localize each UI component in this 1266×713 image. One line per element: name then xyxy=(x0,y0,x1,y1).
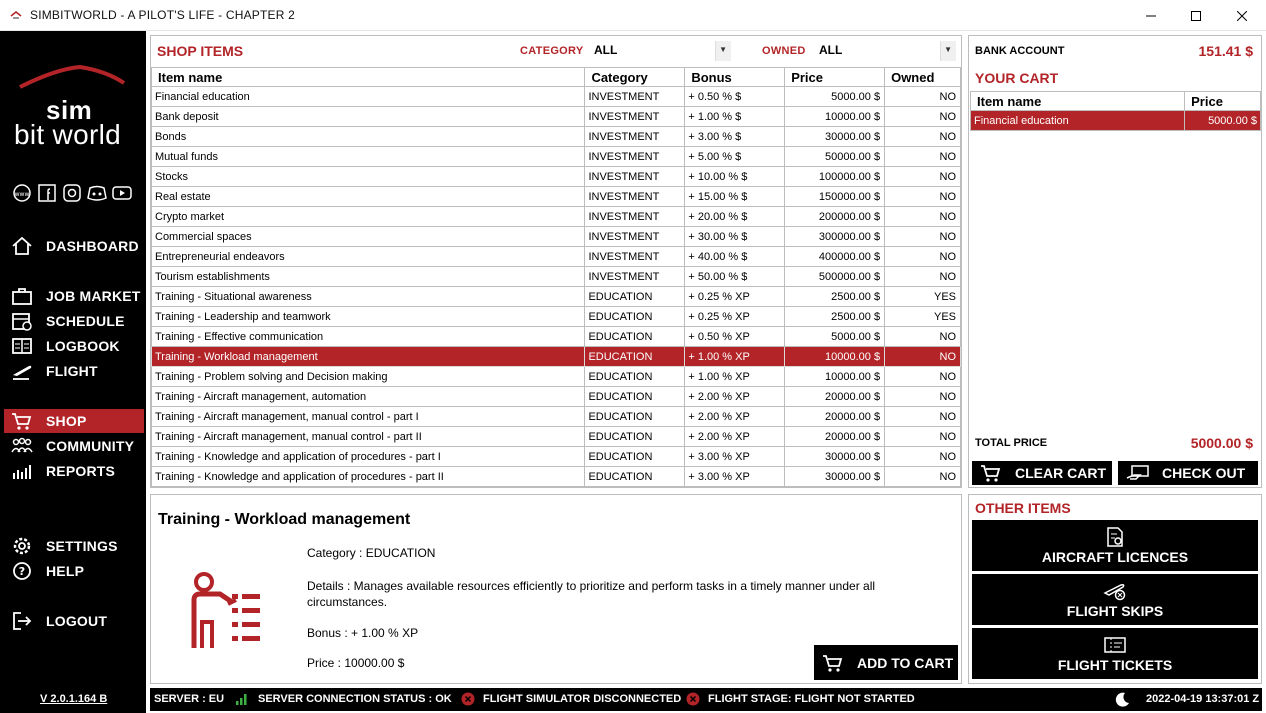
cart-column-item-name[interactable]: Item name xyxy=(971,92,1185,111)
cell-category: INVESTMENT xyxy=(585,227,685,247)
flight-stage-status: FLIGHT STAGE: FLIGHT NOT STARTED xyxy=(708,693,915,705)
cart-table xyxy=(970,91,1261,131)
nav-logout[interactable] xyxy=(4,609,144,633)
table-row[interactable] xyxy=(152,147,961,167)
cell-category: INVESTMENT xyxy=(585,267,685,287)
cell-item-name: Tourism establishments xyxy=(152,267,585,287)
owned-filter-label: OWNED xyxy=(762,45,806,57)
cell-owned: NO xyxy=(885,407,961,427)
briefcase-icon xyxy=(8,285,36,307)
cell-bonus: + 15.00 % $ xyxy=(685,187,785,207)
cell-category: INVESTMENT xyxy=(585,167,685,187)
nav-community-label: COMMUNITY xyxy=(46,438,135,454)
cell-bonus: + 1.00 % XP xyxy=(685,367,785,387)
table-row[interactable] xyxy=(152,407,961,427)
cell-price: 20000.00 $ xyxy=(785,387,885,407)
table-row[interactable] xyxy=(152,307,961,327)
cell-price: 300000.00 $ xyxy=(785,227,885,247)
cell-item-name: Real estate xyxy=(152,187,585,207)
cell-price: 30000.00 $ xyxy=(785,447,885,467)
cell-bonus: + 0.50 % $ xyxy=(685,87,785,107)
cell-bonus: + 40.00 % $ xyxy=(685,247,785,267)
cell-item-name: Entrepreneurial endeavors xyxy=(152,247,585,267)
cell-owned: NO xyxy=(885,467,961,487)
nav-schedule[interactable] xyxy=(4,309,144,333)
cell-owned: NO xyxy=(885,247,961,267)
utc-datetime: 2022-04-19 13:37:01 Z xyxy=(1146,693,1260,705)
checkout-button[interactable] xyxy=(1118,461,1258,485)
cell-price: 20000.00 $ xyxy=(785,427,885,447)
licence-document-icon xyxy=(1104,527,1126,547)
nav-reports[interactable] xyxy=(4,459,144,483)
nav-shop-label: SHOP xyxy=(46,413,87,429)
gear-icon xyxy=(8,535,36,557)
cart-header-row xyxy=(971,92,1261,111)
cell-category: INVESTMENT xyxy=(585,147,685,167)
cell-price: 500000.00 $ xyxy=(785,267,885,287)
cell-item-name: Training - Aircraft management, manual control - part I xyxy=(152,407,585,427)
logout-icon xyxy=(8,610,36,632)
cell-owned: NO xyxy=(885,347,961,367)
youtube-icon[interactable] xyxy=(112,183,132,203)
nav-schedule-label: SCHEDULE xyxy=(46,313,125,329)
nav-settings-label: SETTINGS xyxy=(46,538,118,554)
clear-cart-button[interactable] xyxy=(972,461,1112,485)
close-icon xyxy=(1237,11,1247,21)
cell-owned: NO xyxy=(885,387,961,407)
simulator-status: FLIGHT SIMULATOR DISCONNECTED xyxy=(483,693,682,705)
cell-owned: NO xyxy=(885,267,961,287)
cell-owned: NO xyxy=(885,187,961,207)
cell-price: 200000.00 $ xyxy=(785,207,885,227)
cell-price: 20000.00 $ xyxy=(785,407,885,427)
cell-item-name: Training - Aircraft management, automation xyxy=(152,387,585,407)
cell-price: 2500.00 $ xyxy=(785,287,885,307)
cell-bonus: + 2.00 % XP xyxy=(685,427,785,447)
cell-category: EDUCATION xyxy=(585,387,685,407)
plane-takeoff-icon xyxy=(8,360,36,382)
table-row[interactable] xyxy=(152,167,961,187)
flight-skips-label: FLIGHT SKIPS xyxy=(1066,602,1164,619)
logo xyxy=(14,65,134,153)
cell-category: EDUCATION xyxy=(585,467,685,487)
cell-category: INVESTMENT xyxy=(585,187,685,207)
cart-row[interactable] xyxy=(971,111,1261,131)
logbook-icon xyxy=(8,335,36,357)
cell-item-name: Training - Aircraft management, manual control - part II xyxy=(152,427,585,447)
cell-category: EDUCATION xyxy=(585,307,685,327)
total-price-label: TOTAL PRICE xyxy=(975,437,1048,449)
column-header-price[interactable]: Price xyxy=(785,68,885,87)
table-row[interactable] xyxy=(152,287,961,307)
maximize-button[interactable] xyxy=(1173,0,1219,31)
cell-owned: YES xyxy=(885,287,961,307)
website-icon[interactable] xyxy=(12,183,32,203)
detail-bonus: Bonus : + 1.00 % XP xyxy=(307,626,419,640)
bank-account-value: 151.41 $ xyxy=(1198,43,1253,59)
cell-bonus: + 2.00 % XP xyxy=(685,387,785,407)
cell-item-name: Training - Leadership and teamwork xyxy=(152,307,585,327)
close-button[interactable] xyxy=(1219,0,1265,31)
connection-status: SERVER CONNECTION STATUS : OK xyxy=(258,693,452,705)
title-bar xyxy=(0,0,1266,31)
cell-bonus: + 20.00 % $ xyxy=(685,207,785,227)
table-row[interactable] xyxy=(152,387,961,407)
table-row[interactable] xyxy=(152,327,961,347)
table-row[interactable] xyxy=(152,467,961,487)
cell-price: 150000.00 $ xyxy=(785,187,885,207)
owned-filter-select[interactable] xyxy=(815,40,957,60)
logo-text-bitworld: bit world xyxy=(14,119,121,150)
cart-remove-icon xyxy=(980,463,1002,483)
column-header-item-name[interactable]: Item name xyxy=(152,68,585,87)
cell-item-name: Training - Situational awareness xyxy=(152,287,585,307)
cart-cell-price: 5000.00 $ xyxy=(1185,111,1261,131)
detail-title: Training - Workload management xyxy=(158,511,411,528)
status-bar xyxy=(150,688,1262,711)
cell-price: 30000.00 $ xyxy=(785,467,885,487)
error-icon xyxy=(686,692,700,706)
cell-bonus: + 3.00 % $ xyxy=(685,127,785,147)
flight-tickets-button[interactable] xyxy=(972,628,1258,679)
bank-account-label: BANK ACCOUNT xyxy=(975,45,1065,57)
cell-owned: NO xyxy=(885,327,961,347)
discord-icon[interactable] xyxy=(87,183,107,203)
table-row[interactable] xyxy=(152,187,961,207)
version-link[interactable]: V 2.0.1.164 B xyxy=(40,693,108,705)
aircraft-licences-button[interactable] xyxy=(972,520,1258,571)
logo-text-sim: sim xyxy=(46,95,93,125)
category-filter-label: CATEGORY xyxy=(520,45,584,57)
ticket-icon xyxy=(1103,635,1127,655)
cell-item-name: Training - Workload management xyxy=(152,347,585,367)
cell-owned: NO xyxy=(885,107,961,127)
help-icon xyxy=(8,560,36,582)
cart-column-price[interactable]: Price xyxy=(1185,92,1261,111)
cell-bonus: + 3.00 % XP xyxy=(685,467,785,487)
cell-price: 10000.00 $ xyxy=(785,107,885,127)
cell-item-name: Training - Knowledge and application of procedures - part II xyxy=(152,467,585,487)
nav-shop[interactable] xyxy=(4,409,144,433)
table-row[interactable] xyxy=(152,87,961,107)
cell-owned: NO xyxy=(885,227,961,247)
cart-cell-item-name: Financial education xyxy=(971,111,1185,131)
table-row[interactable] xyxy=(152,227,961,247)
cart-icon xyxy=(8,410,36,432)
nav-flight[interactable] xyxy=(4,359,144,383)
cell-bonus: + 0.25 % XP xyxy=(685,287,785,307)
nav-reports-label: REPORTS xyxy=(46,463,116,479)
moon-icon[interactable] xyxy=(1114,691,1130,707)
cell-bonus: + 0.50 % XP xyxy=(685,327,785,347)
server-status: SERVER : EU xyxy=(154,693,225,705)
aircraft-licences-label: AIRCRAFT LICENCES xyxy=(1041,548,1189,565)
nav-logbook-label: LOGBOOK xyxy=(46,338,120,354)
cell-item-name: Mutual funds xyxy=(152,147,585,167)
minimize-icon xyxy=(1146,11,1156,21)
cell-bonus: + 1.00 % XP xyxy=(685,347,785,367)
cell-item-name: Bonds xyxy=(152,127,585,147)
cell-bonus: + 3.00 % XP xyxy=(685,447,785,467)
cell-item-name: Financial education xyxy=(152,87,585,107)
cell-category: EDUCATION xyxy=(585,407,685,427)
cell-owned: NO xyxy=(885,447,961,467)
nav-job-market[interactable] xyxy=(4,284,144,308)
cell-category: INVESTMENT xyxy=(585,87,685,107)
cell-price: 100000.00 $ xyxy=(785,167,885,187)
nav-job-market-label: JOB MARKET xyxy=(46,288,141,304)
flight-skips-button[interactable] xyxy=(972,574,1258,625)
social-links xyxy=(12,183,132,203)
cell-category: INVESTMENT xyxy=(585,107,685,127)
cell-owned: NO xyxy=(885,367,961,387)
cell-item-name: Bank deposit xyxy=(152,107,585,127)
table-row[interactable] xyxy=(152,367,961,387)
nav-help[interactable] xyxy=(4,559,144,583)
cell-category: EDUCATION xyxy=(585,367,685,387)
instagram-icon[interactable] xyxy=(62,183,82,203)
workload-management-icon xyxy=(188,570,264,652)
chevron-down-icon: ▼ xyxy=(944,45,952,54)
shop-title: SHOP ITEMS xyxy=(157,43,244,59)
category-filter-value: ALL xyxy=(594,43,618,57)
nav-logout-label: LOGOUT xyxy=(46,613,108,629)
cell-owned: NO xyxy=(885,147,961,167)
payment-hand-icon xyxy=(1126,463,1150,483)
cell-price: 10000.00 $ xyxy=(785,367,885,387)
nav-settings[interactable] xyxy=(4,534,144,558)
cell-bonus: + 0.25 % XP xyxy=(685,307,785,327)
detail-description: Details : Manages available resources efficiently to prioritize and perform tasks in a timely manner under all circumstances. xyxy=(307,579,876,609)
total-price-value: 5000.00 $ xyxy=(1190,435,1253,451)
nav-community[interactable] xyxy=(4,434,144,458)
checkout-label: CHECK OUT xyxy=(1162,465,1246,481)
detail-category: Category : EDUCATION xyxy=(307,546,436,560)
cell-item-name: Training - Effective communication xyxy=(152,327,585,347)
minimize-button[interactable] xyxy=(1128,0,1174,31)
column-header-category[interactable]: Category xyxy=(585,68,685,87)
column-header-bonus[interactable]: Bonus xyxy=(685,68,785,87)
nav-flight-label: FLIGHT xyxy=(46,363,98,379)
nav-dashboard[interactable] xyxy=(4,234,144,258)
cell-category: EDUCATION xyxy=(585,427,685,447)
cell-price: 30000.00 $ xyxy=(785,127,885,147)
column-header-owned[interactable]: Owned xyxy=(885,68,961,87)
cell-category: INVESTMENT xyxy=(585,207,685,227)
facebook-icon[interactable] xyxy=(37,183,57,203)
other-items-title: OTHER ITEMS xyxy=(975,500,1071,516)
clear-cart-label: CLEAR CART xyxy=(1015,465,1106,481)
app-icon xyxy=(10,10,22,20)
svg-text:?: ? xyxy=(18,565,26,578)
error-icon xyxy=(461,692,475,706)
table-row[interactable] xyxy=(152,347,961,367)
bar-chart-icon xyxy=(8,460,36,482)
cell-bonus: + 5.00 % $ xyxy=(685,147,785,167)
maximize-icon xyxy=(1191,11,1201,21)
cell-price: 5000.00 $ xyxy=(785,87,885,107)
cell-price: 2500.00 $ xyxy=(785,307,885,327)
cell-bonus: + 30.00 % $ xyxy=(685,227,785,247)
cell-category: EDUCATION xyxy=(585,287,685,307)
home-icon xyxy=(8,235,36,257)
cell-item-name: Training - Problem solving and Decision making xyxy=(152,367,585,387)
detail-price: Price : 10000.00 $ xyxy=(307,656,405,670)
svg-text:www: www xyxy=(14,191,30,198)
cell-category: INVESTMENT xyxy=(585,127,685,147)
table-row[interactable] xyxy=(152,207,961,227)
nav-dashboard-label: DASHBOARD xyxy=(46,238,139,254)
category-filter-select[interactable] xyxy=(590,40,732,60)
cell-item-name: Crypto market xyxy=(152,207,585,227)
table-row[interactable] xyxy=(152,427,961,447)
cell-category: INVESTMENT xyxy=(585,247,685,267)
cell-category: EDUCATION xyxy=(585,327,685,347)
cell-item-name: Stocks xyxy=(152,167,585,187)
cell-price: 10000.00 $ xyxy=(785,347,885,367)
table-row[interactable] xyxy=(152,267,961,287)
cart-title: YOUR CART xyxy=(975,70,1059,86)
cell-owned: YES xyxy=(885,307,961,327)
cell-bonus: + 2.00 % XP xyxy=(685,407,785,427)
flight-tickets-label: FLIGHT TICKETS xyxy=(1057,656,1173,673)
add-to-cart-label: ADD TO CART xyxy=(857,654,954,671)
cell-item-name: Training - Knowledge and application of procedures - part I xyxy=(152,447,585,467)
add-to-cart-button[interactable] xyxy=(814,645,958,680)
cell-item-name: Commercial spaces xyxy=(152,227,585,247)
nav-logbook[interactable] xyxy=(4,334,144,358)
window-title: SIMBITWORLD - A PILOT'S LIFE - CHAPTER 2 xyxy=(30,8,296,22)
table-header-row xyxy=(152,68,961,87)
cell-category: EDUCATION xyxy=(585,447,685,467)
cell-owned: NO xyxy=(885,427,961,447)
cell-owned: NO xyxy=(885,87,961,107)
cart-icon xyxy=(822,653,844,673)
cell-owned: NO xyxy=(885,207,961,227)
calendar-icon xyxy=(8,310,36,332)
owned-filter-value: ALL xyxy=(819,43,843,57)
cell-category: EDUCATION xyxy=(585,347,685,367)
cell-bonus: + 1.00 % $ xyxy=(685,107,785,127)
cell-bonus: + 50.00 % $ xyxy=(685,267,785,287)
cell-bonus: + 10.00 % $ xyxy=(685,167,785,187)
flight-skip-icon xyxy=(1103,581,1127,601)
community-icon xyxy=(8,435,36,457)
table-row[interactable] xyxy=(152,447,961,467)
sidebar xyxy=(0,31,146,713)
table-row[interactable] xyxy=(152,127,961,147)
signal-icon xyxy=(236,693,248,705)
table-row[interactable] xyxy=(152,247,961,267)
shop-items-table xyxy=(151,67,961,487)
cell-price: 400000.00 $ xyxy=(785,247,885,267)
cell-price: 50000.00 $ xyxy=(785,147,885,167)
table-row[interactable] xyxy=(152,107,961,127)
cell-price: 5000.00 $ xyxy=(785,327,885,347)
cell-owned: NO xyxy=(885,127,961,147)
cell-owned: NO xyxy=(885,167,961,187)
chevron-down-icon: ▼ xyxy=(719,45,727,54)
logo-roof-icon xyxy=(16,65,128,95)
nav-help-label: HELP xyxy=(46,563,85,579)
